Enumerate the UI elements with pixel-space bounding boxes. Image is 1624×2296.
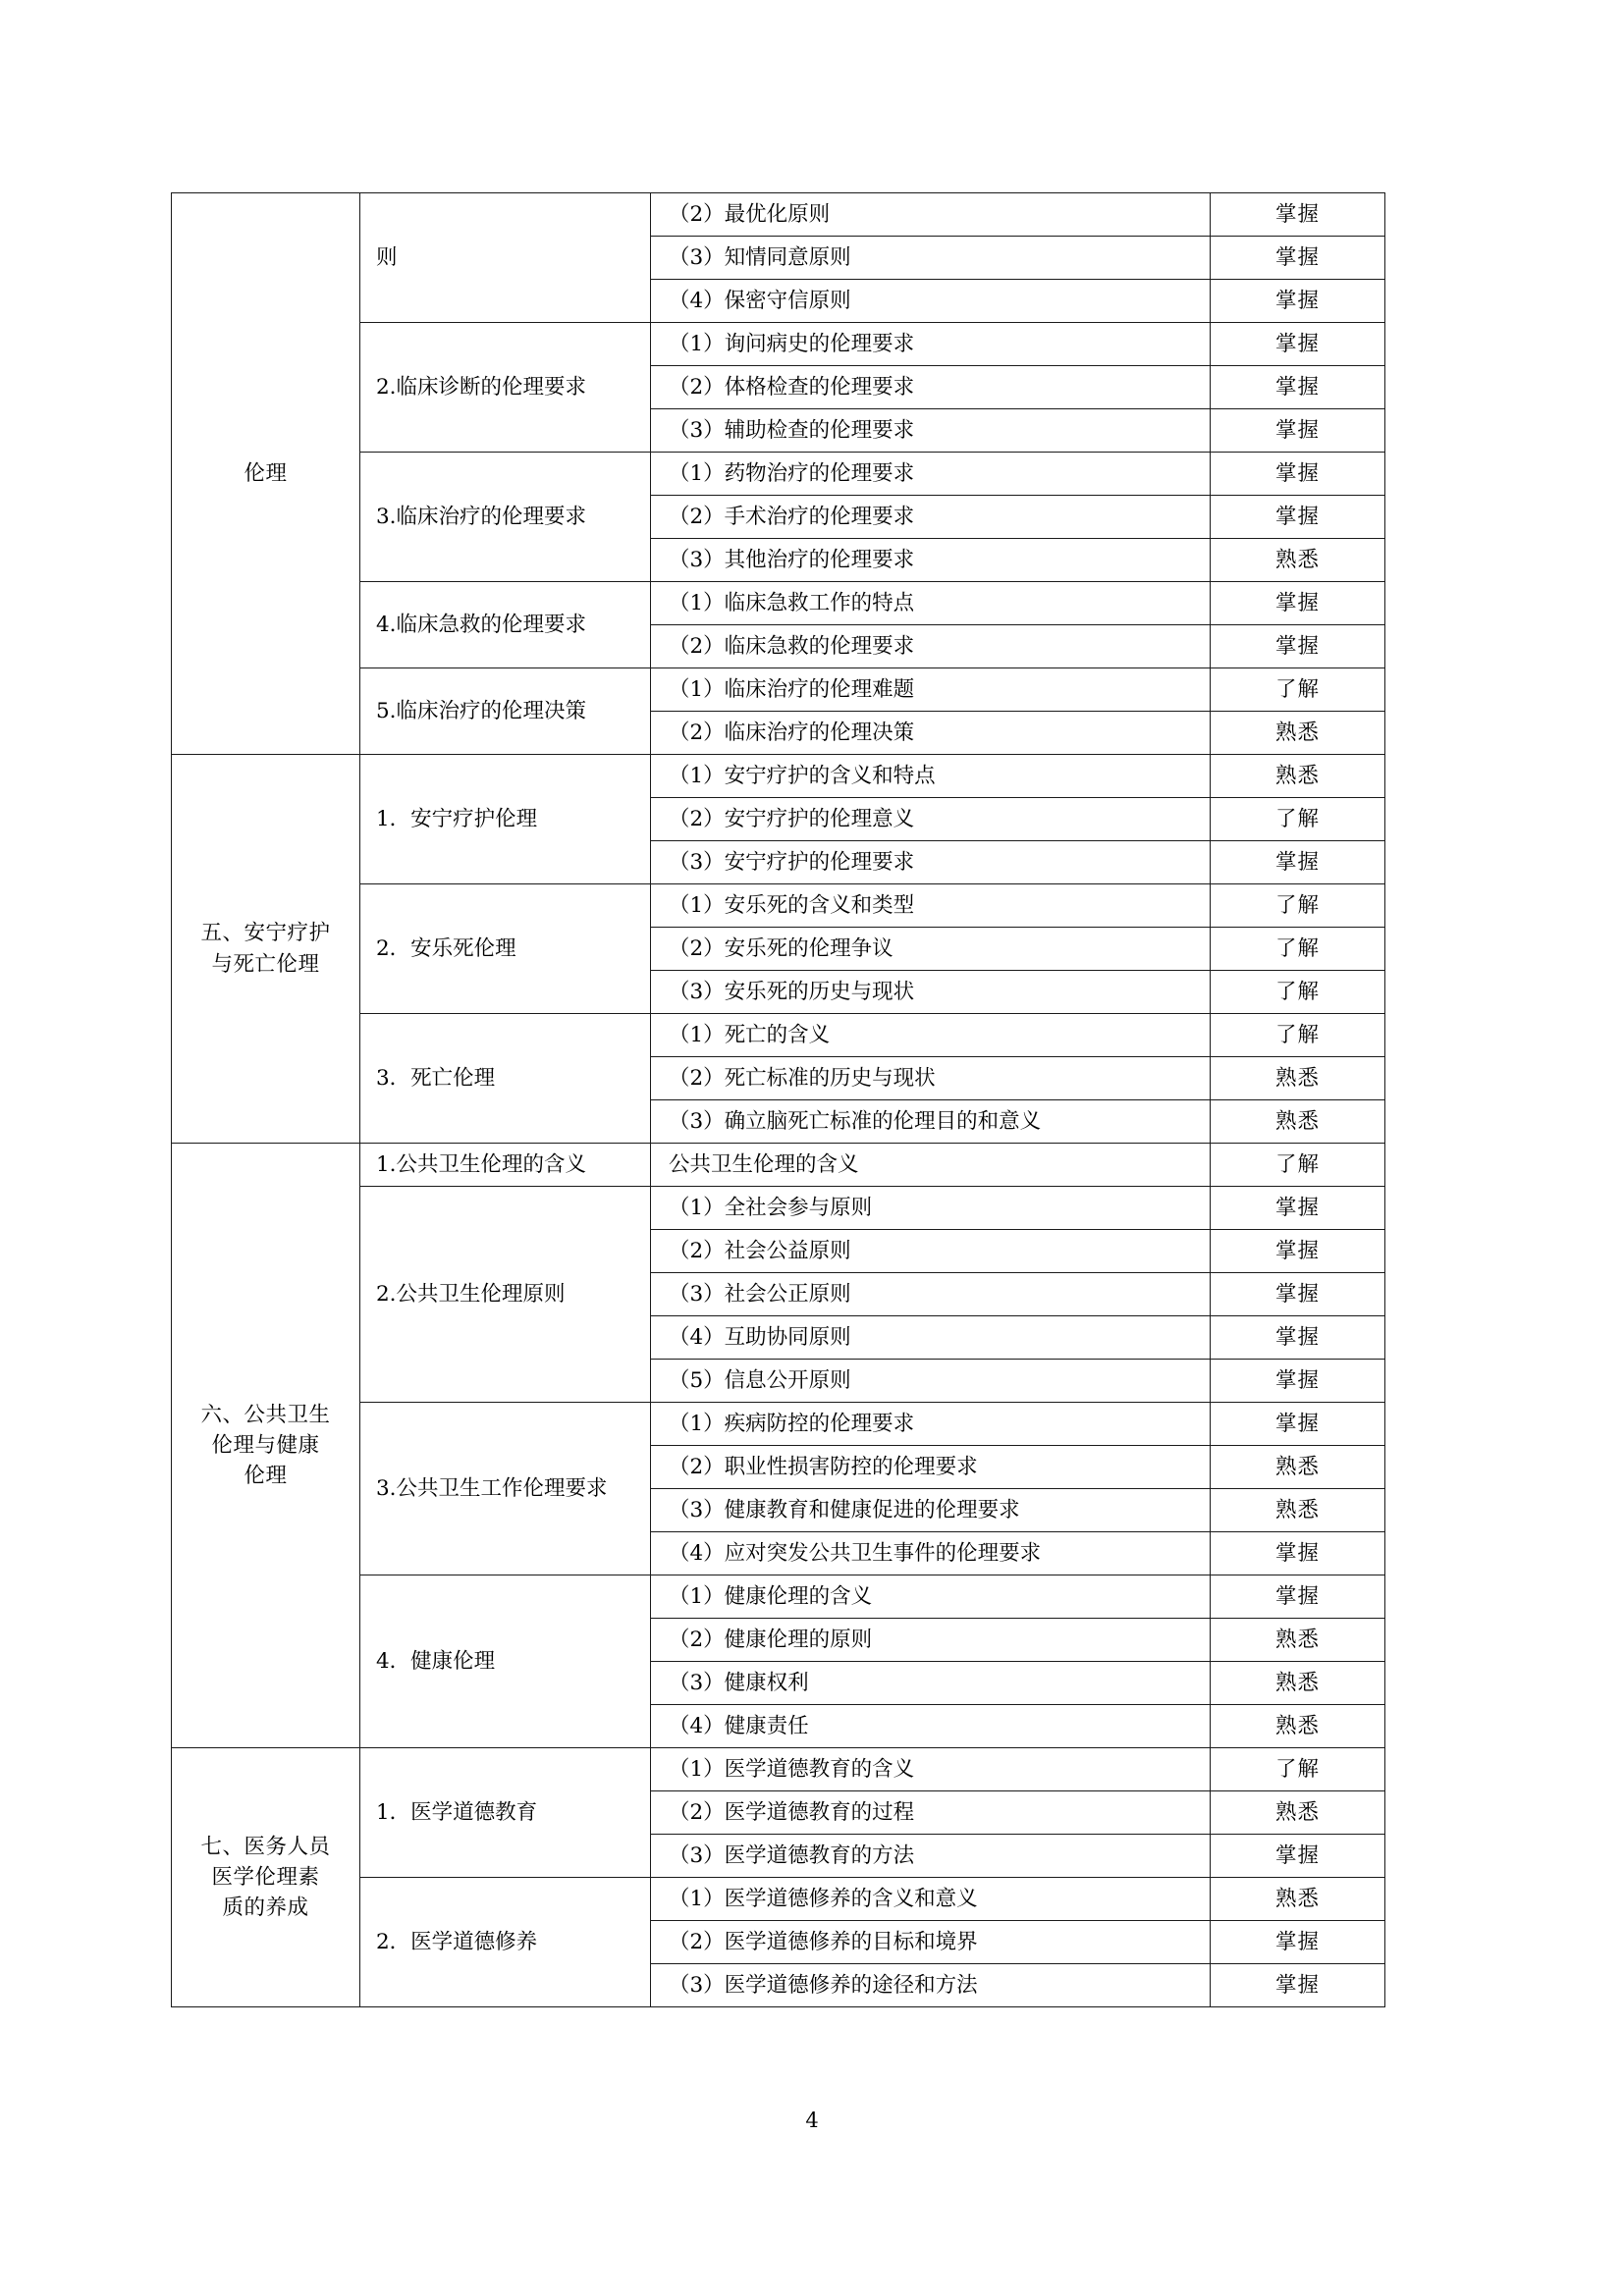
- point-cell: （3）健康教育和健康促进的伦理要求: [651, 1489, 1211, 1532]
- point-cell: （1）医学道德教育的含义: [651, 1748, 1211, 1791]
- section-name-line: 伦理: [244, 460, 288, 486]
- topic-cell: [360, 582, 651, 668]
- topic-label-line: 2.临床诊断的伦理要: [376, 374, 566, 400]
- point-cell: （2）最优化原则: [651, 193, 1211, 237]
- point-cell: （1）健康伦理的含义: [651, 1575, 1211, 1619]
- mastery-level-cell: 熟悉: [1211, 1489, 1385, 1532]
- topic-label-line: 2.公共卫生伦理原则: [376, 1281, 566, 1307]
- mastery-level-cell: 熟悉: [1211, 1446, 1385, 1489]
- topic-cell: [360, 668, 651, 755]
- point-cell: （3）辅助检查的伦理要求: [651, 409, 1211, 453]
- section-name-line: 与死亡伦理: [211, 951, 320, 977]
- mastery-level-cell: 了解: [1211, 971, 1385, 1014]
- point-cell: （5）信息公开原则: [651, 1360, 1211, 1403]
- topic-label-line: 4．健康伦理: [376, 1648, 496, 1674]
- mastery-level-cell: 掌握: [1211, 409, 1385, 453]
- topic-label-line: 则: [376, 244, 398, 270]
- mastery-level-cell: 了解: [1211, 928, 1385, 971]
- mastery-level-cell: 掌握: [1211, 1273, 1385, 1316]
- mastery-level-cell: 掌握: [1211, 1230, 1385, 1273]
- mastery-level-cell: 掌握: [1211, 1921, 1385, 1964]
- mastery-level-cell: 熟悉: [1211, 1791, 1385, 1835]
- section-name-line: 医学伦理素: [211, 1864, 320, 1890]
- point-cell: （1）安宁疗护的含义和特点: [651, 755, 1211, 798]
- mastery-level-cell: 了解: [1211, 798, 1385, 841]
- point-cell: （2）死亡标准的历史与现状: [651, 1057, 1211, 1100]
- mastery-level-cell: 掌握: [1211, 366, 1385, 409]
- point-cell: （1）疾病防控的伦理要求: [651, 1403, 1211, 1446]
- syllabus-outline-table: [171, 192, 1385, 2007]
- topic-label-line: 1．医学道德教育: [376, 1799, 538, 1825]
- topic-label-line: 策: [565, 698, 587, 723]
- point-cell: （3）知情同意原则: [651, 237, 1211, 280]
- point-cell: （2）手术治疗的伦理要求: [651, 496, 1211, 539]
- section-name-line: 质的养成: [222, 1896, 309, 1921]
- mastery-level-cell: 掌握: [1211, 1360, 1385, 1403]
- point-cell: （3）安宁疗护的伦理要求: [651, 841, 1211, 884]
- table-row: [172, 1144, 1385, 1187]
- mastery-level-cell: 掌握: [1211, 625, 1385, 668]
- point-cell: （3）其他治疗的伦理要求: [651, 539, 1211, 582]
- section-name-line: 伦理与健康: [211, 1432, 320, 1458]
- topic-label-line: 2．安乐死伦理: [376, 935, 516, 961]
- table-row: [172, 193, 1385, 237]
- topic-cell: [360, 1748, 651, 1878]
- point-cell: （2）社会公益原则: [651, 1230, 1211, 1273]
- topic-label-line: 要求: [565, 1475, 608, 1501]
- topic-cell: [360, 884, 651, 1014]
- mastery-level-cell: 掌握: [1211, 496, 1385, 539]
- topic-label-line: 1．安宁疗护伦理: [376, 806, 538, 831]
- mastery-level-cell: 掌握: [1211, 323, 1385, 366]
- mastery-level-cell: 掌握: [1211, 1964, 1385, 2007]
- topic-cell: [360, 755, 651, 884]
- topic-label-line: 2．医学道德修养: [376, 1929, 538, 1954]
- topic-cell: [360, 323, 651, 453]
- mastery-level-cell: 熟悉: [1211, 1057, 1385, 1100]
- topic-cell: [360, 1144, 651, 1187]
- point-cell: （2）安宁疗护的伦理意义: [651, 798, 1211, 841]
- topic-cell: [360, 1575, 651, 1748]
- mastery-level-cell: 了解: [1211, 884, 1385, 928]
- page-number: 4: [805, 2109, 819, 2132]
- section-name-cell: [172, 193, 360, 755]
- topic-cell: [360, 1014, 651, 1144]
- mastery-level-cell: 掌握: [1211, 1187, 1385, 1230]
- point-cell: （1）死亡的含义: [651, 1014, 1211, 1057]
- mastery-level-cell: 熟悉: [1211, 755, 1385, 798]
- point-cell: （1）医学道德修养的含义和意义: [651, 1878, 1211, 1921]
- mastery-level-cell: 掌握: [1211, 582, 1385, 625]
- mastery-level-cell: 熟悉: [1211, 1662, 1385, 1705]
- point-cell: （3）安乐死的历史与现状: [651, 971, 1211, 1014]
- point-cell: （2）临床急救的伦理要求: [651, 625, 1211, 668]
- mastery-level-cell: 掌握: [1211, 237, 1385, 280]
- point-cell: （3）确立脑死亡标准的伦理目的和意义: [651, 1100, 1211, 1144]
- point-cell: （2）医学道德修养的目标和境界: [651, 1921, 1211, 1964]
- section-name-cell: [172, 1144, 360, 1748]
- mastery-level-cell: 了解: [1211, 1144, 1385, 1187]
- section-name-line: 五、安宁疗护: [200, 921, 331, 946]
- point-cell: （2）健康伦理的原则: [651, 1619, 1211, 1662]
- mastery-level-cell: 掌握: [1211, 1835, 1385, 1878]
- section-name-line: 七、医务人员: [200, 1834, 331, 1859]
- topic-label-line: 5.临床治疗的伦理决: [376, 698, 566, 723]
- point-cell: （1）询问病史的伦理要求: [651, 323, 1211, 366]
- topic-label-line: 求: [565, 374, 587, 400]
- point-cell: （4）应对突发公共卫生事件的伦理要求: [651, 1532, 1211, 1575]
- point-cell: （2）医学道德教育的过程: [651, 1791, 1211, 1835]
- section-name-line: 伦理: [244, 1464, 288, 1489]
- topic-label-line: 求: [565, 612, 587, 637]
- topic-cell: [360, 1187, 651, 1403]
- point-cell: （2）职业性损害防控的伦理要求: [651, 1446, 1211, 1489]
- mastery-level-cell: 熟悉: [1211, 1619, 1385, 1662]
- topic-label-line: 4.临床急救的伦理要: [376, 612, 566, 637]
- table-row: [172, 1748, 1385, 1791]
- point-cell: （1）全社会参与原则: [651, 1187, 1211, 1230]
- point-cell: （1）药物治疗的伦理要求: [651, 453, 1211, 496]
- mastery-level-cell: 熟悉: [1211, 539, 1385, 582]
- topic-cell: [360, 193, 651, 323]
- topic-cell: [360, 1878, 651, 2007]
- point-cell: （2）临床治疗的伦理决策: [651, 712, 1211, 755]
- point-cell: （3）健康权利: [651, 1662, 1211, 1705]
- mastery-level-cell: 掌握: [1211, 841, 1385, 884]
- mastery-level-cell: 了解: [1211, 668, 1385, 712]
- mastery-level-cell: 掌握: [1211, 453, 1385, 496]
- topic-cell: [360, 1403, 651, 1575]
- point-cell: （1）临床治疗的伦理难题: [651, 668, 1211, 712]
- point-cell: （1）临床急救工作的特点: [651, 582, 1211, 625]
- mastery-level-cell: 熟悉: [1211, 1705, 1385, 1748]
- section-name-cell: [172, 755, 360, 1144]
- point-cell: （2）安乐死的伦理争议: [651, 928, 1211, 971]
- mastery-level-cell: 掌握: [1211, 1403, 1385, 1446]
- mastery-level-cell: 掌握: [1211, 1575, 1385, 1619]
- section-name-line: 六、公共卫生: [200, 1402, 331, 1427]
- topic-label-line: 3．死亡伦理: [376, 1065, 496, 1091]
- mastery-level-cell: 熟悉: [1211, 1100, 1385, 1144]
- point-cell: （3）社会公正原则: [651, 1273, 1211, 1316]
- point-cell: （3）医学道德修养的途径和方法: [651, 1964, 1211, 2007]
- mastery-level-cell: 熟悉: [1211, 1878, 1385, 1921]
- topic-label-line: 求: [565, 504, 587, 529]
- mastery-level-cell: 了解: [1211, 1748, 1385, 1791]
- topic-label-line: 义: [565, 1151, 587, 1177]
- topic-cell: [360, 453, 651, 582]
- point-cell: （4）保密守信原则: [651, 280, 1211, 323]
- mastery-level-cell: 掌握: [1211, 193, 1385, 237]
- mastery-level-cell: 掌握: [1211, 1316, 1385, 1360]
- mastery-level-cell: 掌握: [1211, 280, 1385, 323]
- point-cell: 公共卫生伦理的含义: [651, 1144, 1211, 1187]
- topic-label-line: 3.临床治疗的伦理要: [376, 504, 566, 529]
- point-cell: （1）安乐死的含义和类型: [651, 884, 1211, 928]
- mastery-level-cell: 掌握: [1211, 1532, 1385, 1575]
- mastery-level-cell: 了解: [1211, 1014, 1385, 1057]
- section-name-cell: [172, 1748, 360, 2007]
- topic-label-line: 3.公共卫生工作伦理: [376, 1475, 566, 1501]
- topic-label-line: 1.公共卫生伦理的含: [376, 1151, 566, 1177]
- point-cell: （4）健康责任: [651, 1705, 1211, 1748]
- mastery-level-cell: 熟悉: [1211, 712, 1385, 755]
- table-body: [172, 193, 1385, 2007]
- point-cell: （4）互助协同原则: [651, 1316, 1211, 1360]
- table-row: [172, 755, 1385, 798]
- point-cell: （3）医学道德教育的方法: [651, 1835, 1211, 1878]
- point-cell: （2）体格检查的伦理要求: [651, 366, 1211, 409]
